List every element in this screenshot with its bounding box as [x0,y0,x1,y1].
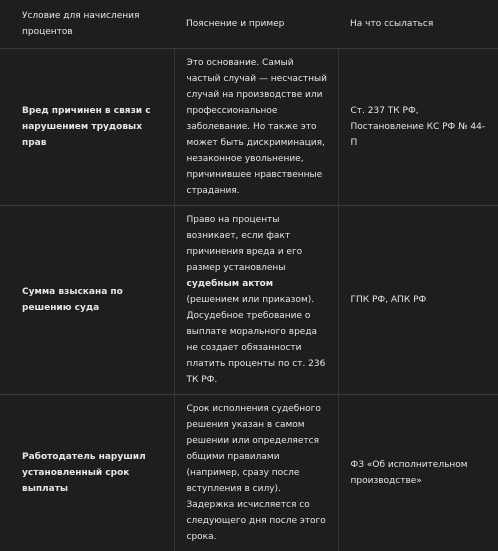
explanation-emphasis: судебным актом [187,279,274,289]
reference-cell: ГПК РФ, АПК РФ [338,206,498,395]
explanation-cell: Срок исполнения судебного решения указан в самом решении или определяется общими правилами (например, сразу после вступления в силу). Задержка исчисляется со следующего дня после этого срока. [174,395,338,551]
header-reference: На что ссылаться [338,0,498,49]
table-row [0,49,498,206]
table-header [0,0,498,49]
table-row [0,206,498,395]
condition-cell: Работодатель нарушил установленный срок выплаты [0,395,174,551]
header-row [0,0,498,49]
reference-cell: Ст. 237 ТК РФ, Постановление КС РФ № 44-П [338,49,498,206]
condition-cell: Сумма взыскана по решению суда [0,206,174,395]
explanation-cell: Это основание. Самый частый случай — несчастный случай на производстве или профессиональное заболевание. Но также это может быть дискриминация, незаконное увольнение, причинившее нравственные страдания. [174,49,338,206]
table-body [0,49,498,551]
condition-cell: Вред причинен в связи с нарушением трудовых прав [0,49,174,206]
explanation-text: (решением или приказом). Досудебное требование о выплате морального вреда не создает обязанности платить проценты по ст. 236 ТК РФ. [187,295,326,385]
header-explanation: Пояснение и пример [174,0,338,49]
explanation-cell [174,206,338,395]
table-row [0,395,498,551]
reference-cell: ФЗ «Об исполнительном производстве» [338,395,498,551]
explanation-text: Право на проценты возникает, если факт причинения вреда и его размер установлены [187,215,303,273]
header-condition: Условие для начисления процентов [0,0,174,49]
